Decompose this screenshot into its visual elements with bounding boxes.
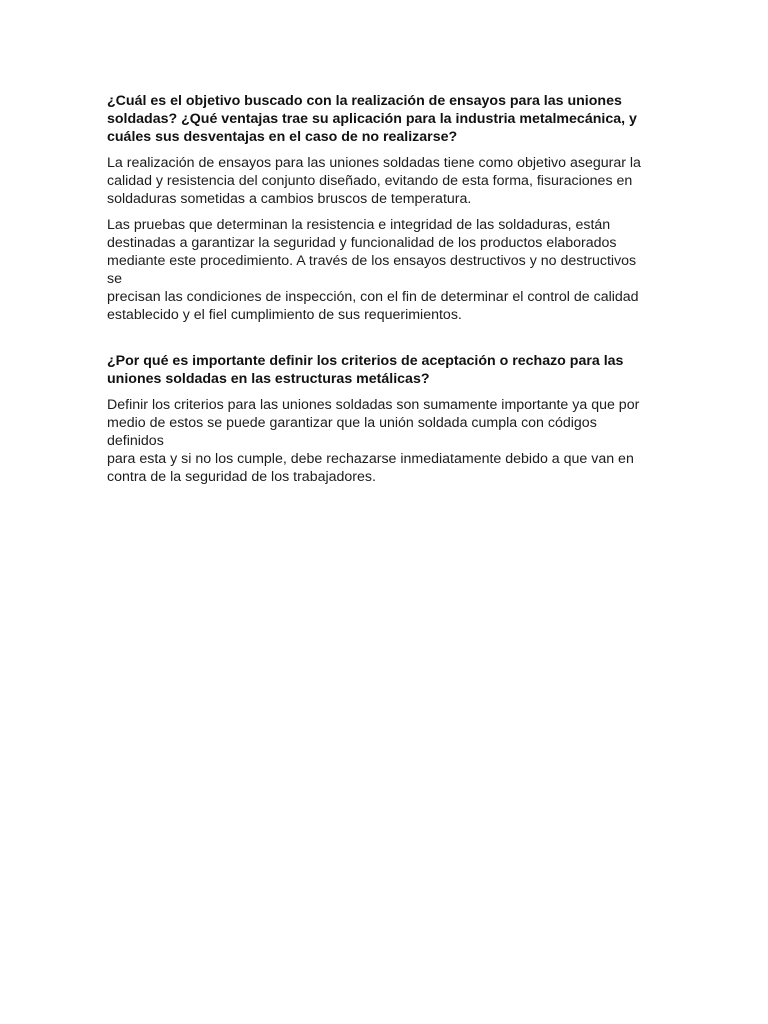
question-heading	[107, 352, 647, 388]
text-line: soldaduras sometidas a cambios bruscos de temperatura.	[107, 191, 472, 207]
question-line: ¿Por qué es importante definir los criterios de aceptación o rechazo para las	[107, 353, 624, 369]
question-line: uniones soldadas en las estructuras metálicas?	[107, 371, 430, 387]
text-line: Definir los criterios para las uniones soldadas son sumamente importante ya que por	[107, 397, 640, 413]
answer-paragraph	[107, 216, 647, 324]
document-body	[107, 92, 647, 486]
text-line: calidad y resistencia del conjunto diseñado, evitando de esta forma, fisuraciones en	[107, 173, 633, 189]
text-line: mediante este procedimiento. A través de los ensayos destructivos y no destructivos se	[107, 253, 637, 287]
text-line: contra de la seguridad de los trabajadores.	[107, 469, 376, 485]
section-1	[107, 92, 647, 324]
question-line: ¿Cuál es el objetivo buscado con la realización de ensayos para las uniones	[107, 93, 622, 109]
text-line: para esta y si no los cumple, debe rechazarse inmediatamente debido a que van en	[107, 451, 634, 467]
text-line: medio de estos se puede garantizar que la unión soldada cumpla con códigos definidos	[107, 415, 597, 449]
text-line: establecido y el fiel cumplimiento de sus requerimientos.	[107, 307, 462, 323]
text-line: Las pruebas que determinan la resistencia e integridad de las soldaduras, están	[107, 217, 611, 233]
answer-paragraph	[107, 154, 647, 208]
answer-paragraph	[107, 396, 647, 486]
text-line: precisan las condiciones de inspección, con el fin de determinar el control de calidad	[107, 289, 639, 305]
question-line: cuáles sus desventajas en el caso de no realizarse?	[107, 129, 458, 145]
text-line: La realización de ensayos para las uniones soldadas tiene como objetivo asegurar la	[107, 155, 641, 171]
text-line: destinadas a garantizar la seguridad y funcionalidad de los productos elaborados	[107, 235, 617, 251]
section-2	[107, 352, 647, 486]
question-line: soldadas? ¿Qué ventajas trae su aplicación para la industria metalmecánica, y	[107, 111, 637, 127]
question-heading	[107, 92, 647, 146]
